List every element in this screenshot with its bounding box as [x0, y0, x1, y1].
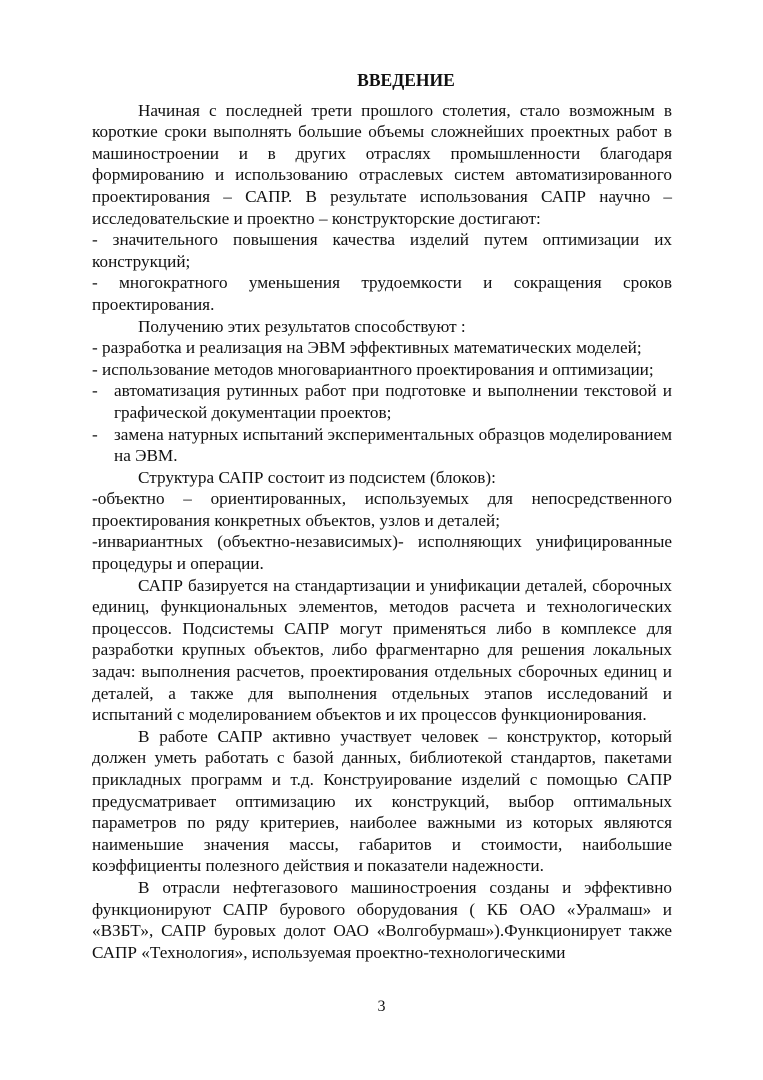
- list-item: -инвариантных (объектно-независимых)- исполняющих унифицированные процедуры и операции.: [92, 532, 672, 574]
- list-item: [92, 380, 672, 423]
- paragraph-structure: Структура САПР состоит из подсистем (блоков):: [138, 467, 496, 487]
- list-dash: -: [92, 381, 98, 401]
- list-item-text: замена натурных испытаний экспериментальных образцов моделированием на ЭВМ.: [114, 424, 672, 466]
- paragraph-intro: Начиная с последней трети прошлого столетия, стало возможным в короткие сроки выполнять большие объемы сложнейших проектных работ в машиностроении и в других отраслях промышленности благодаря формированию и использованию отраслевых систем автоматизированного проектирования – САПР. В результате использования САПР научно – исследовательские и проектно – конструкторские достигают:: [92, 100, 672, 228]
- document-page: [92, 70, 672, 963]
- list-dash: -: [92, 424, 98, 444]
- list-item: - значительного повышения качества изделий путем оптимизации их конструкций;: [92, 230, 672, 271]
- paragraph-designer: В работе САПР активно участвует человек – конструктор, который должен уметь работать с базой данных, библиотекой стандартов, пакетами прикладных программ и т.д. Конструирование изделий с помощью САПР предусматривает оптимизацию их конструкций, выбор оптимальных параметров по ряду критериев, наиболее важными из которых являются наименьшие значения массы, габаритов и стоимости, наибольшие коэффициенты полезного действия и показатели надежности.: [92, 726, 672, 876]
- list-item: [92, 424, 672, 467]
- list-item: - использование методов многовариантного проектирования и оптимизации;: [92, 359, 654, 379]
- page-number: 3: [377, 998, 386, 1015]
- list-item: - разработка и реализация на ЭВМ эффективных математических моделей;: [92, 338, 642, 358]
- list-item-text: автоматизация рутинных работ при подготовке и выполнении текстовой и графической документации проектов;: [114, 381, 672, 422]
- list-item: -объектно – ориентированных, используемых для непосредственного проектирования конкретных объектов, узлов и деталей;: [92, 489, 672, 530]
- paragraph-standardization: САПР базируется на стандартизации и унификации деталей, сборочных единиц, функциональных элементов, методов расчета и технологических процессов. Подсистемы САПР могут применяться либо в комплексе для разработки крупных объектов, либо фрагментарно для решения локальных задач: выполнения расчетов, проектирования отдельных сборочных единиц и деталей, а также для выполнения отдельных этапов исследований и испытаний с моделированием объектов и их процессов функционирования.: [92, 575, 672, 725]
- section-title: ВВЕДЕНИЕ: [357, 70, 455, 90]
- paragraph-oil-gas: В отрасли нефтегазового машиностроения созданы и эффективно функционируют САПР бурового оборудования ( КБ ОАО «Уралмаш» и «ВЗБТ», САПР буровых долот ОАО «Волгобурмаш»).Функционирует также САПР «Технология», используемая проектно-технологическими: [92, 877, 672, 962]
- paragraph-results: Получению этих результатов способствуют :: [138, 316, 466, 336]
- list-item: - многократного уменьшения трудоемкости и сокращения сроков проектирования.: [92, 273, 672, 314]
